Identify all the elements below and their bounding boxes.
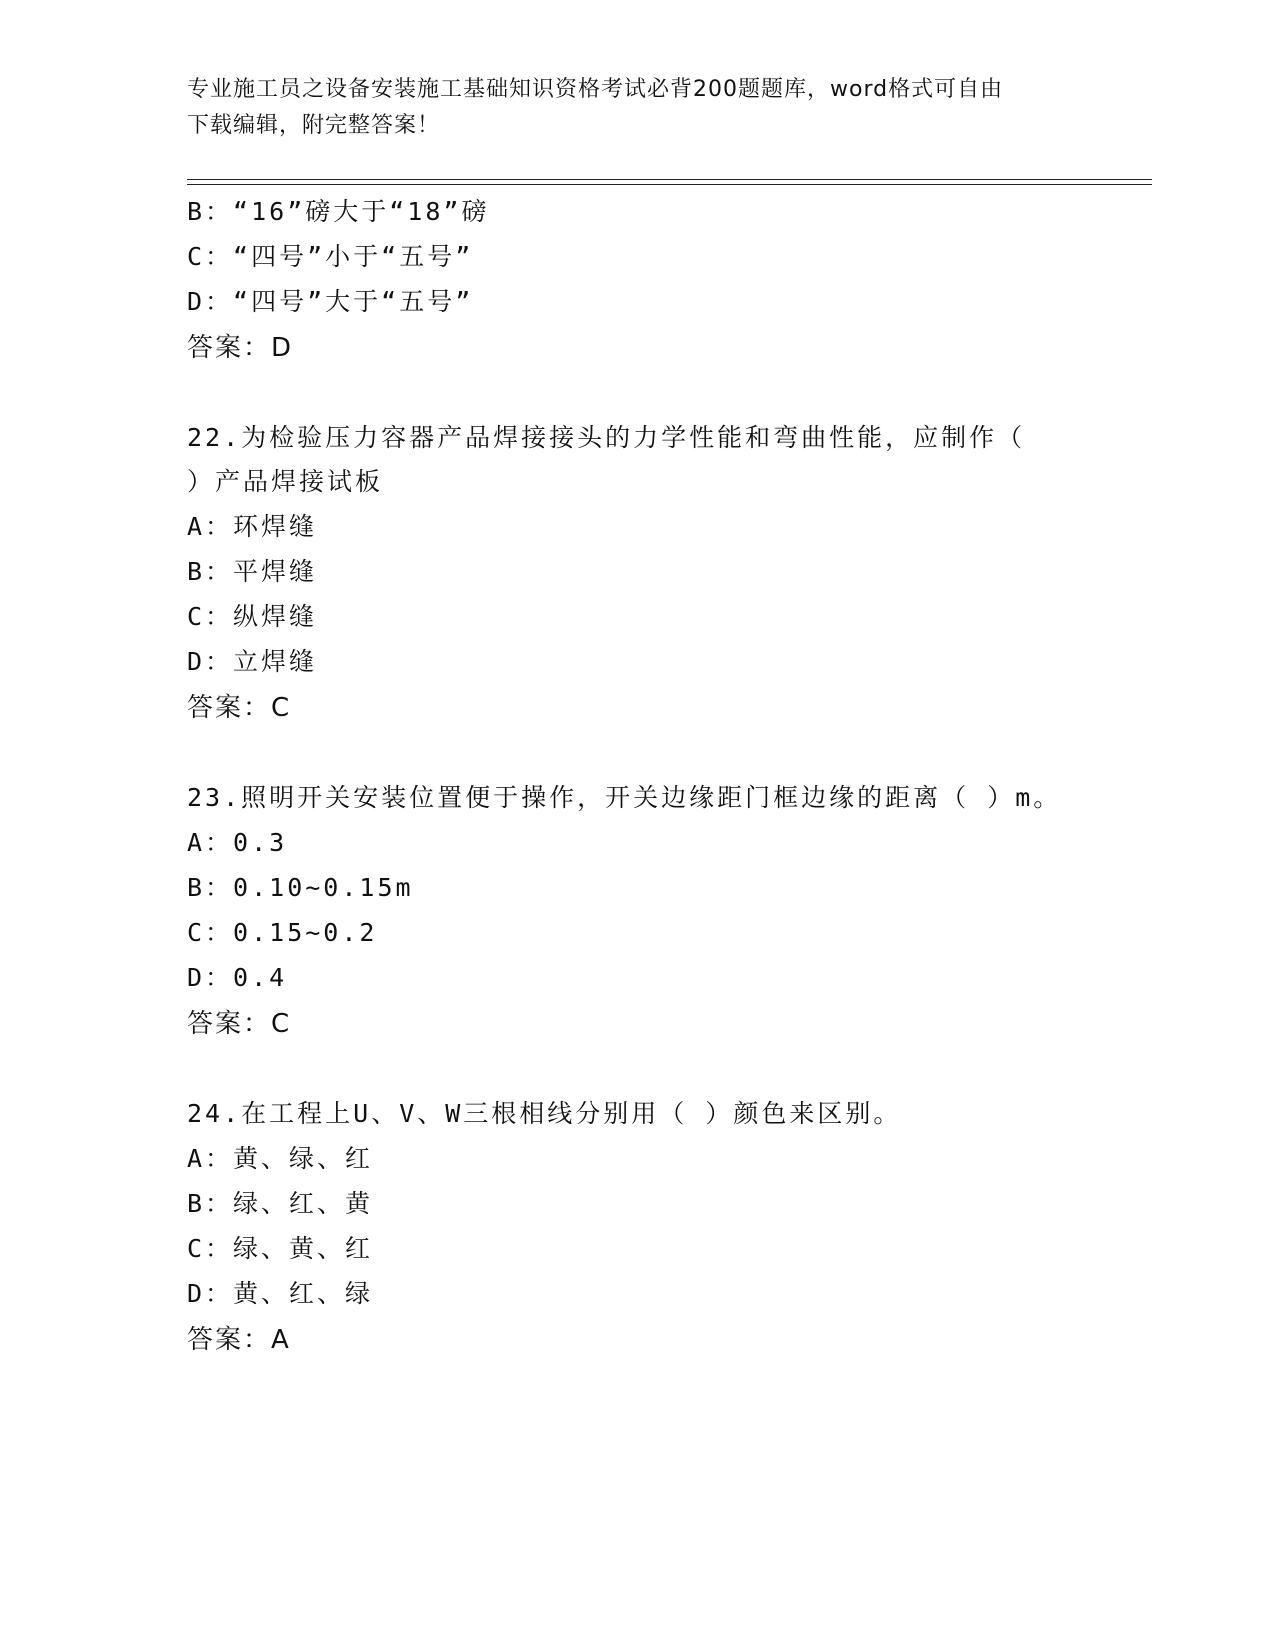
q23-stem: 23.照明开关安装位置便于操作，开关边缘距门框边缘的距离（ ）m。 <box>187 783 1062 812</box>
q23-answer: 答案：C <box>187 1009 292 1039</box>
header-line-1: 专业施工员之设备安装施工基础知识资格考试必背200题题库，word格式可自由 <box>187 77 1004 102</box>
q21-answer: 答案：D <box>187 333 294 363</box>
q21-option-d: D：“四号”大于“五号” <box>187 287 474 316</box>
q22-option-a: A：环焊缝 <box>187 512 318 541</box>
q24-option-c: C：绿、黄、红 <box>187 1234 374 1263</box>
q24-option-d: D：黄、红、绿 <box>187 1279 374 1308</box>
q22-stem-line-2: ）产品焊接试板 <box>187 467 384 496</box>
q23-option-b: B：0.10~0.15m <box>187 873 414 902</box>
q21-option-c: C：“四号”小于“五号” <box>187 242 474 271</box>
q23-option-c: C：0.15~0.2 <box>187 918 378 947</box>
q22-option-d: D：立焊缝 <box>187 647 318 676</box>
q22-answer: 答案：C <box>187 693 292 723</box>
header-divider-bottom <box>187 184 1152 185</box>
q21-option-b: B：“16”磅大于“18”磅 <box>187 197 490 226</box>
q24-option-b: B：绿、红、黄 <box>187 1189 374 1218</box>
q24-answer: 答案：A <box>187 1325 291 1355</box>
q22-stem-line-1: 22.为检验压力容器产品焊接接头的力学性能和弯曲性能，应制作（ <box>187 423 1026 452</box>
header-divider-top <box>187 179 1152 180</box>
q22-option-c: C：纵焊缝 <box>187 602 318 631</box>
document-header <box>187 72 1087 144</box>
q24-stem: 24.在工程上U、V、W三根相线分别用（ ）颜色来区别。 <box>187 1099 902 1128</box>
q23-option-a: A：0.3 <box>187 828 288 857</box>
q23-option-d: D：0.4 <box>187 963 288 992</box>
q24-option-a: A：黄、绿、红 <box>187 1144 374 1173</box>
q22-option-b: B：平焊缝 <box>187 557 318 586</box>
header-line-2: 下载编辑，附完整答案！ <box>187 113 441 138</box>
